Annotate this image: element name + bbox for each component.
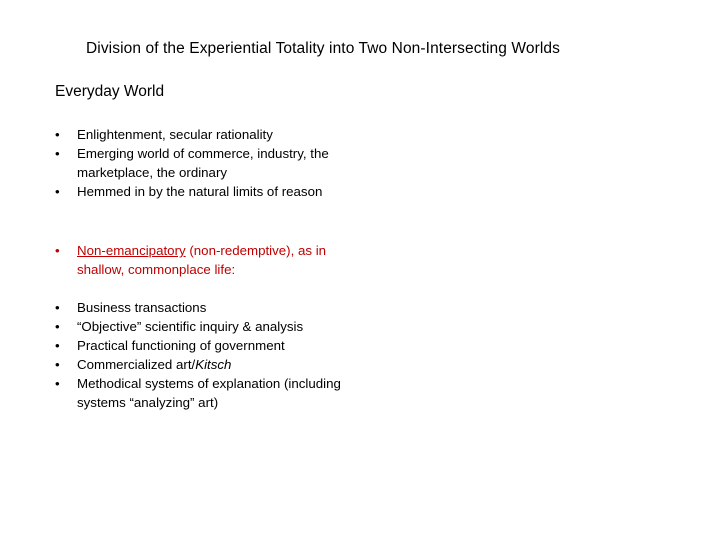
list-item-text: “Objective” scientific inquiry & analysis — [77, 319, 304, 334]
bullet-icon: • — [55, 357, 60, 372]
underlined-term: Non-emancipatory — [77, 243, 186, 258]
bullet-icon: • — [55, 300, 60, 315]
list-item — [55, 298, 347, 317]
list-item — [55, 241, 347, 279]
list-item — [55, 374, 347, 412]
list-item — [55, 144, 347, 182]
list-item — [55, 336, 347, 355]
bullet-icon: • — [55, 338, 60, 353]
bullet-list-characteristics — [55, 125, 347, 201]
bullet-icon: • — [55, 243, 60, 258]
list-item-text: Practical functioning of government — [77, 338, 285, 353]
bullet-icon: • — [55, 146, 60, 161]
list-item — [55, 355, 347, 374]
highlight-rest: (non-redemptive), as in shallow, commonplace life: — [77, 243, 327, 277]
list-item-text — [77, 355, 347, 374]
list-item-text: Emerging world of commerce, industry, the marketplace, the ordinary — [77, 146, 329, 180]
list-item-text: Methodical systems of explanation (including systems “analyzing” art) — [77, 376, 341, 410]
list-item-text: Business transactions — [77, 300, 207, 315]
bullet-list-highlight — [55, 241, 347, 279]
list-item — [55, 317, 347, 336]
bullet-icon: • — [55, 319, 60, 334]
list-item-text: Enlightenment, secular rationality — [77, 127, 273, 142]
list-item — [55, 182, 347, 201]
slide-title: Division of the Experiential Totality into Two Non-Intersecting Worlds — [86, 40, 560, 57]
list-item-prefix: Commercialized art/ — [77, 357, 196, 372]
bullet-list-examples — [55, 298, 347, 412]
bullet-icon: • — [55, 127, 60, 142]
section-heading: Everyday World — [55, 83, 165, 100]
list-item — [55, 125, 347, 144]
italic-term: Kitsch — [195, 357, 232, 372]
list-item-text — [77, 241, 347, 279]
list-item-text: Hemmed in by the natural limits of reason — [77, 184, 323, 199]
bullet-icon: • — [55, 376, 60, 391]
bullet-icon: • — [55, 184, 60, 199]
